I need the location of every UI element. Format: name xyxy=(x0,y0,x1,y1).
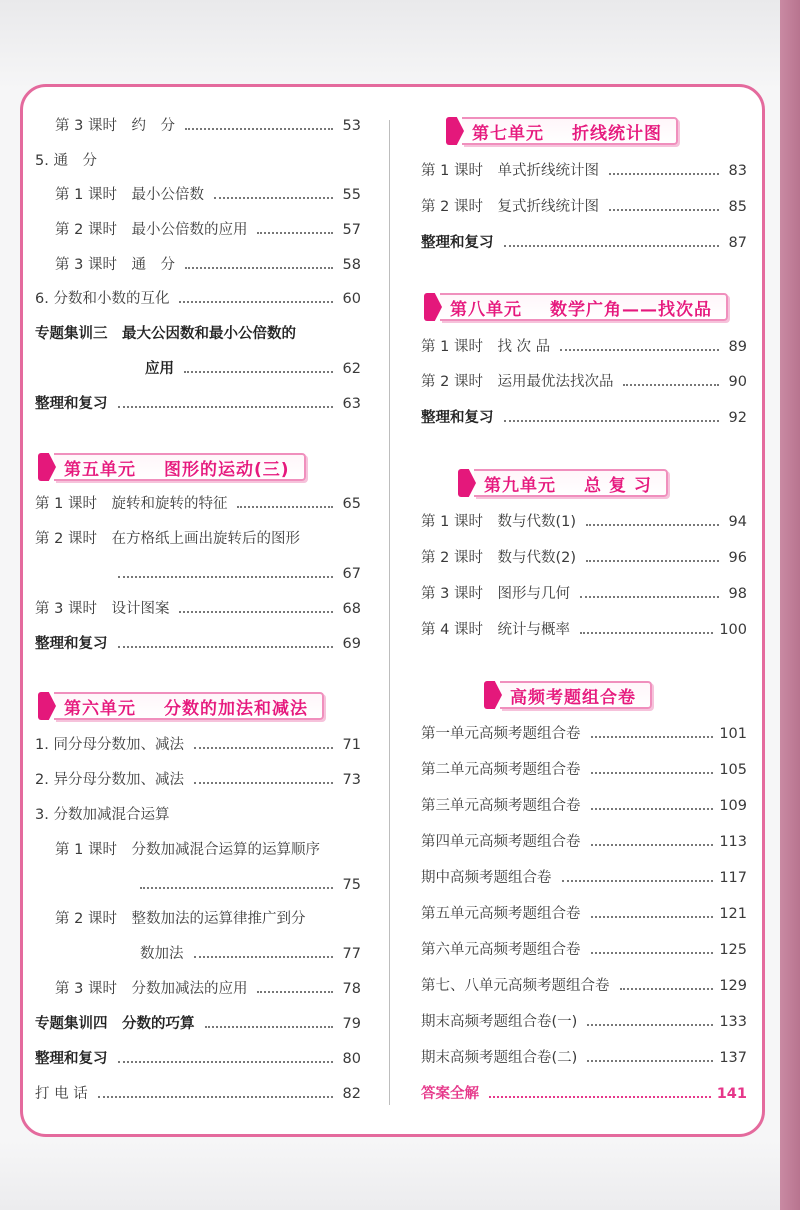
toc-entry[interactable]: 第四单元高频考题组合卷 113 xyxy=(421,834,747,850)
leader-dots xyxy=(609,207,719,211)
toc-entry[interactable]: 第 1 课时 数与代数(1) 94 xyxy=(421,514,747,530)
toc-entry[interactable]: 第三单元高频考题组合卷 109 xyxy=(421,798,747,814)
leader-dots xyxy=(591,806,714,810)
leader-dots xyxy=(591,842,714,846)
toc-entry[interactable]: 第一单元高频考题组合卷 101 xyxy=(421,726,747,742)
leader-dots xyxy=(237,504,333,508)
leader-dots xyxy=(118,574,333,578)
toc-entry-line1[interactable]: 第 1 课时 分数加减混合运算的运算顺序 xyxy=(55,842,320,858)
toc-entry[interactable]: 第 1 课时 最小公倍数 55 xyxy=(55,187,361,203)
toc-entry-line2[interactable]: 数加法 77 xyxy=(140,946,361,962)
leader-dots xyxy=(504,243,720,247)
leader-dots xyxy=(609,171,719,175)
leader-dots xyxy=(591,734,714,738)
leader-dots xyxy=(504,418,720,422)
leader-dots xyxy=(586,558,719,562)
toc-entry[interactable]: 整理和复习 92 xyxy=(421,410,747,426)
toc-entry-special-line2[interactable]: 应用 62 xyxy=(145,361,361,377)
leader-dots xyxy=(489,1094,711,1098)
toc-entry[interactable]: 第 3 课时 图形与几何 98 xyxy=(421,586,747,602)
toc-entry[interactable]: 整理和复习 80 xyxy=(35,1051,361,1067)
toc-entry-line1[interactable]: 第 2 课时 在方格纸上画出旋转后的图形 xyxy=(35,531,300,547)
leader-dots xyxy=(580,630,713,634)
toc-entry-line2[interactable]: 75 xyxy=(140,875,361,895)
leader-dots xyxy=(118,644,334,648)
toc-entry[interactable]: 期末高频考题组合卷(二) 137 xyxy=(421,1050,747,1066)
leader-dots xyxy=(184,369,333,373)
toc-entry[interactable]: 第 2 课时 复式折线统计图 85 xyxy=(421,199,747,215)
leader-dots xyxy=(591,770,714,774)
unit-header-6: 第六单元 分数的加法和减法 xyxy=(38,691,324,721)
leader-dots xyxy=(98,1094,333,1098)
toc-entry[interactable]: 2. 异分母分数加、减法 73 xyxy=(35,772,361,788)
toc-entry[interactable]: 第 3 课时 设计图案 68 xyxy=(35,601,361,617)
toc-entry[interactable]: 第 3 课时 通 分 58 xyxy=(55,257,361,273)
toc-entry[interactable]: 第 4 课时 统计与概率 100 xyxy=(421,622,747,638)
leader-dots xyxy=(179,299,333,303)
toc-entry[interactable]: 整理和复习 87 xyxy=(421,235,747,251)
toc-entry[interactable]: 整理和复习 63 xyxy=(35,396,361,412)
toc-entry[interactable]: 期中高频考题组合卷 117 xyxy=(421,870,747,886)
toc-entry[interactable]: 第 1 课时 旋转和旋转的特征 65 xyxy=(35,496,361,512)
toc-entry[interactable]: 第六单元高频考题组合卷 125 xyxy=(421,942,747,958)
toc-entry[interactable]: 1. 同分母分数加、减法 71 xyxy=(35,737,361,753)
toc-entry[interactable]: 第 1 课时 单式折线统计图 83 xyxy=(421,163,747,179)
toc-entry[interactable]: 6. 分数和小数的互化 60 xyxy=(35,291,361,307)
toc-section: 3. 分数加减混合运算 xyxy=(35,807,170,823)
toc-entry[interactable]: 第七、八单元高频考题组合卷 129 xyxy=(421,978,747,994)
leader-dots xyxy=(257,989,333,993)
unit-header-8: 第八单元 数学广角——找次品 xyxy=(424,292,728,322)
leader-dots xyxy=(562,878,714,882)
toc-entry-special-line1[interactable]: 专题集训三 最大公因数和最小公倍数的 xyxy=(35,326,296,342)
leader-dots xyxy=(194,780,333,784)
leader-dots xyxy=(560,347,719,351)
leader-dots xyxy=(185,126,333,130)
toc-entry-line2[interactable]: 67 xyxy=(118,564,361,584)
leader-dots xyxy=(194,954,334,958)
toc-entry[interactable]: 第二单元高频考题组合卷 105 xyxy=(421,762,747,778)
leader-dots xyxy=(591,914,714,918)
toc-entry[interactable]: 专题集训四 分数的巧算 79 xyxy=(35,1016,361,1032)
toc-entry[interactable]: 整理和复习 69 xyxy=(35,636,361,652)
leader-dots xyxy=(620,986,714,990)
toc-entry[interactable]: 打 电 话 82 xyxy=(35,1086,361,1102)
leader-dots xyxy=(205,1024,334,1028)
toc-section: 5. 通 分 xyxy=(35,153,97,169)
unit-header-7: 第七单元 折线统计图 xyxy=(446,116,678,146)
toc-entry[interactable]: 第 2 课时 运用最优法找次品 90 xyxy=(421,374,747,390)
toc-entry[interactable]: 第 3 课时 约 分 53 xyxy=(55,118,361,134)
leader-dots xyxy=(580,594,719,598)
page-edge-strip xyxy=(780,0,800,1210)
leader-dots xyxy=(214,195,333,199)
unit-header-9: 第九单元 总 复 习 xyxy=(458,468,668,498)
toc-entry[interactable]: 第 2 课时 数与代数(2) 96 xyxy=(421,550,747,566)
leader-dots xyxy=(257,230,333,234)
toc-entry[interactable]: 第 3 课时 分数加减法的应用 78 xyxy=(55,981,361,997)
leader-dots xyxy=(587,1058,713,1062)
exam-section-header: 高频考题组合卷 xyxy=(484,680,652,710)
leader-dots xyxy=(194,745,333,749)
leader-dots xyxy=(586,522,719,526)
toc-entry-line1[interactable]: 第 2 课时 整数加法的运算律推广到分 xyxy=(55,911,306,927)
toc-entry[interactable]: 期末高频考题组合卷(一) 133 xyxy=(421,1014,747,1030)
unit-header-5: 第五单元 图形的运动(三) xyxy=(38,452,306,482)
toc-entry[interactable]: 第 1 课时 找 次 品 89 xyxy=(421,339,747,355)
leader-dots xyxy=(623,382,719,386)
leader-dots xyxy=(140,885,333,889)
toc-entry[interactable]: 第 2 课时 最小公倍数的应用 57 xyxy=(55,222,361,238)
leader-dots xyxy=(179,609,333,613)
leader-dots xyxy=(591,950,714,954)
toc-entry[interactable]: 第五单元高频考题组合卷 121 xyxy=(421,906,747,922)
toc-entry-answers[interactable]: 答案全解 141 xyxy=(421,1086,747,1102)
leader-dots xyxy=(118,1059,334,1063)
column-divider xyxy=(389,120,390,1105)
leader-dots xyxy=(185,265,333,269)
leader-dots xyxy=(587,1022,713,1026)
leader-dots xyxy=(118,404,334,408)
